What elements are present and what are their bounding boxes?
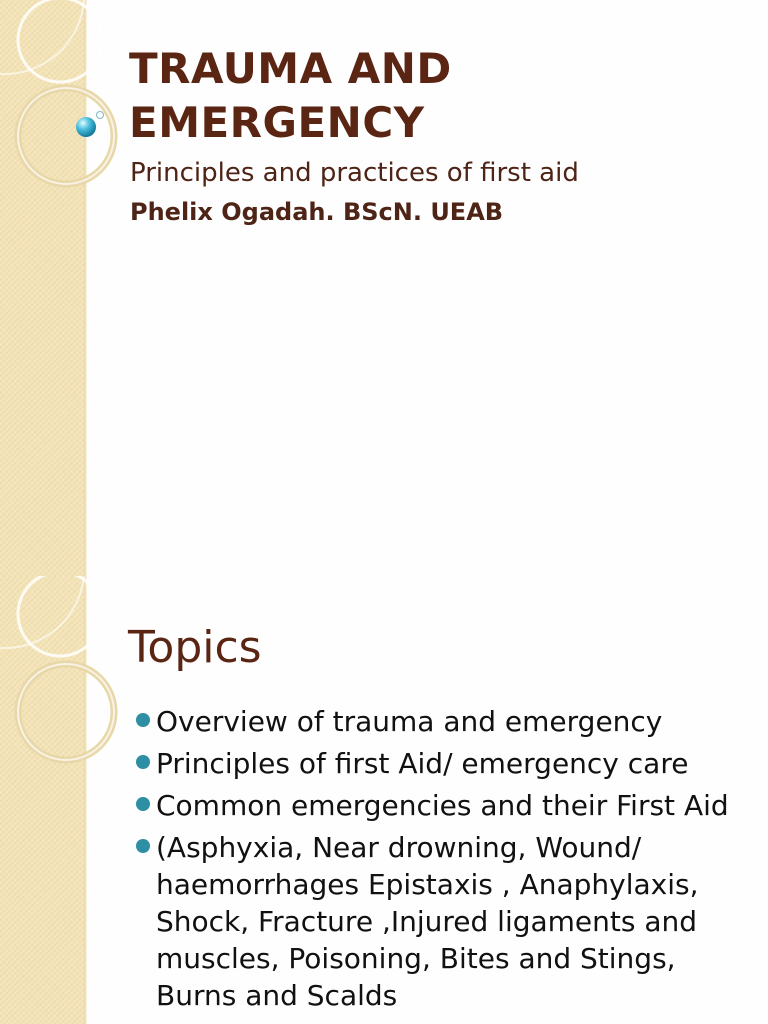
topic-text: Principles of first Aid/ emergency care [156,747,689,780]
decorative-side-strip [0,0,84,576]
topics-list [156,703,756,1019]
topic-text: Overview of trauma and emergency [156,705,663,738]
topic-item [156,703,756,740]
bullet-dot-icon [136,713,150,727]
topics-heading: Topics [128,622,262,673]
decorative-side-strip [0,576,84,1024]
topic-text: Common emergencies and their First Aid [156,789,729,822]
author-line: Phelix Ogadah. BScN. UEAB [130,198,504,226]
topic-item [156,787,756,824]
topic-text: (Asphyxia, Near drowning, Wound/ haemorrhages Epistaxis , Anaphylaxis, Shock, Fracture ,Injured ligaments and muscles, Poisoning, Bites and Stings, Burns and Scalds [156,831,699,1012]
topics-slide [0,576,768,1024]
topic-item [156,745,756,782]
bullet-dot-icon [136,755,150,769]
side-strip-edge [84,576,87,1024]
slide-title: TRAUMA AND EMERGENCY [129,44,452,147]
topic-item [156,829,756,1014]
slide-subtitle: Principles and practices of first aid [130,158,579,188]
side-strip-edge [84,0,87,576]
bullet-dot-icon [136,839,150,853]
bullet-dot-icon [136,797,150,811]
